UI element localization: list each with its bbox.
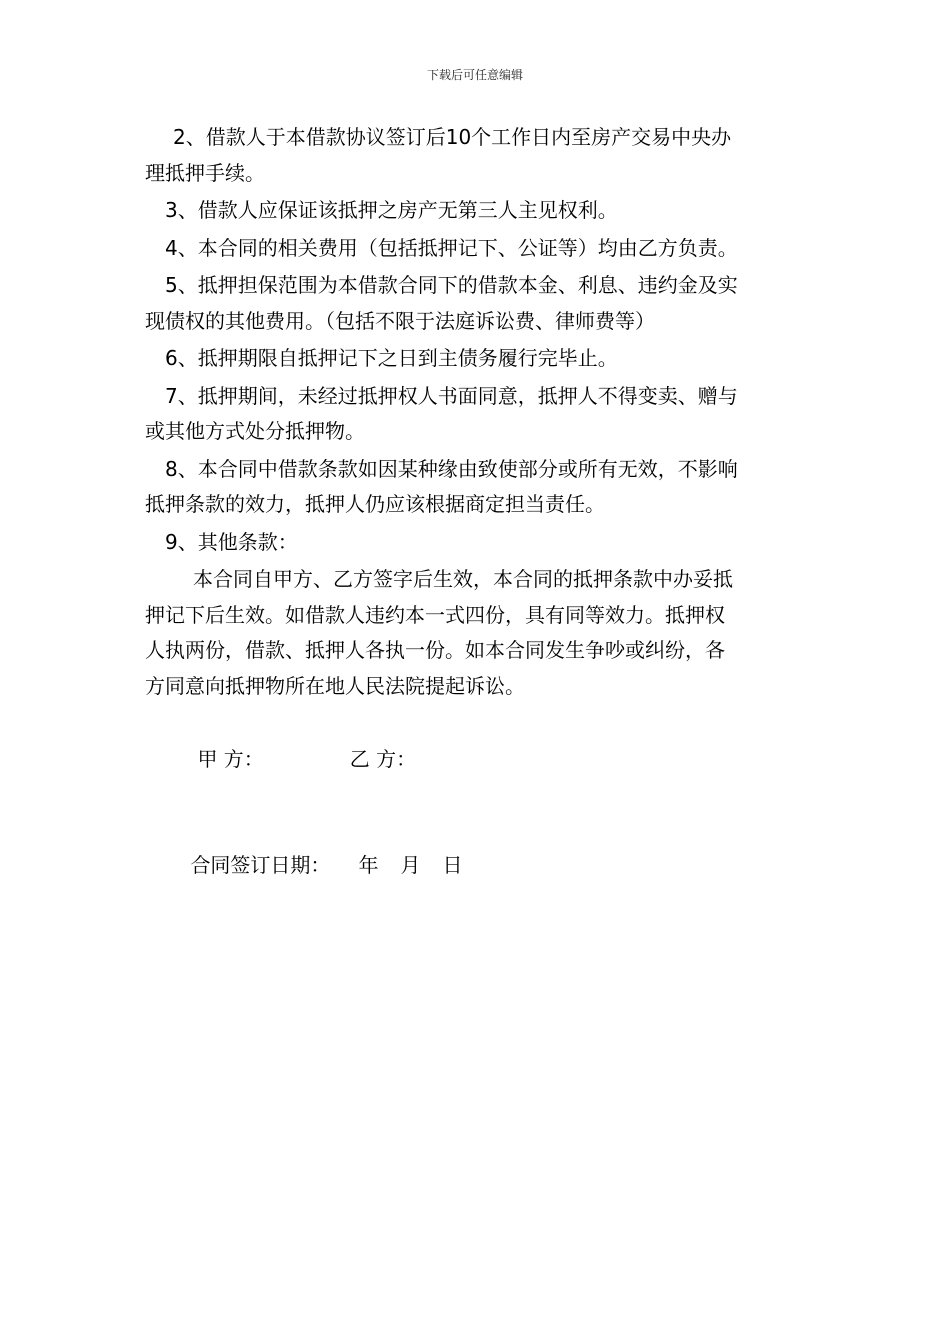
clause-line: 8、本合同中借款条款如因某种缘由致使部分或所有无效，不影响 xyxy=(165,456,738,481)
clause-line: 2、借款人于本借款协议签订后10个工作日内至房产交易中央办 xyxy=(173,125,732,149)
page-header: 下载后可任意编辑 xyxy=(426,68,523,82)
closing-line: 本合同自甲方、乙方签字后生效，本合同的抵押条款中办妥抵 xyxy=(193,567,733,591)
party-a-label: 甲 方： xyxy=(197,746,264,771)
date-label: 合同签订日期： xyxy=(190,853,331,877)
clause-line: 或其他方式处分抵押物。 xyxy=(145,419,365,443)
clause-8 xyxy=(145,452,810,523)
clause-2 xyxy=(145,120,810,191)
clause-6 xyxy=(145,341,810,377)
clause-line: 5、抵押担保范围为本借款合同下的借款本金、利息、违约金及实 xyxy=(165,273,738,297)
date-row xyxy=(145,813,810,920)
clause-line: 抵押条款的效力，抵押人仍应该根据商定担当责任。 xyxy=(145,492,605,516)
clause-9 xyxy=(145,525,810,561)
month-label: 月 xyxy=(400,853,421,877)
clause-line: 7、抵押期间，未经过抵押权人书面同意，抵押人不得变卖、赠与 xyxy=(165,383,738,408)
closing-line: 押记下后生效。如借款人违约本一式四份，具有同等效力。抵押权 xyxy=(145,602,725,627)
closing-line: 人执两份，借款、抵押人各执一份。如本合同发生争吵或纠纷，各 xyxy=(145,638,725,662)
clause-line: 理抵押手续。 xyxy=(145,160,265,185)
clause-line: 现债权的其他费用。（包括不限于法庭诉讼费、律师费等） xyxy=(145,308,655,333)
year-label: 年 xyxy=(358,853,379,877)
clause-4 xyxy=(145,231,810,267)
closing-line: 方同意向抵押物所在地人民法院提起诉讼。 xyxy=(145,673,525,698)
clause-line: 9、其他条款： xyxy=(165,529,298,554)
closing-paragraph xyxy=(145,562,810,704)
clause-7 xyxy=(145,379,810,450)
signature-row xyxy=(145,706,810,813)
clause-line: 6、抵押期限自抵押记下之日到主债务履行完毕止。 xyxy=(165,346,618,370)
party-b-label: 乙 方： xyxy=(349,746,417,771)
clause-line: 4、本合同的相关费用（包括抵押记下、公证等）均由乙方负责。 xyxy=(165,235,738,260)
day-label: 日 xyxy=(442,853,463,877)
contract-body xyxy=(145,120,810,919)
clause-line: 3、借款人应保证该抵押之房产无第三人主见权利。 xyxy=(165,198,618,222)
clause-3 xyxy=(145,193,810,229)
clause-5 xyxy=(145,268,810,339)
